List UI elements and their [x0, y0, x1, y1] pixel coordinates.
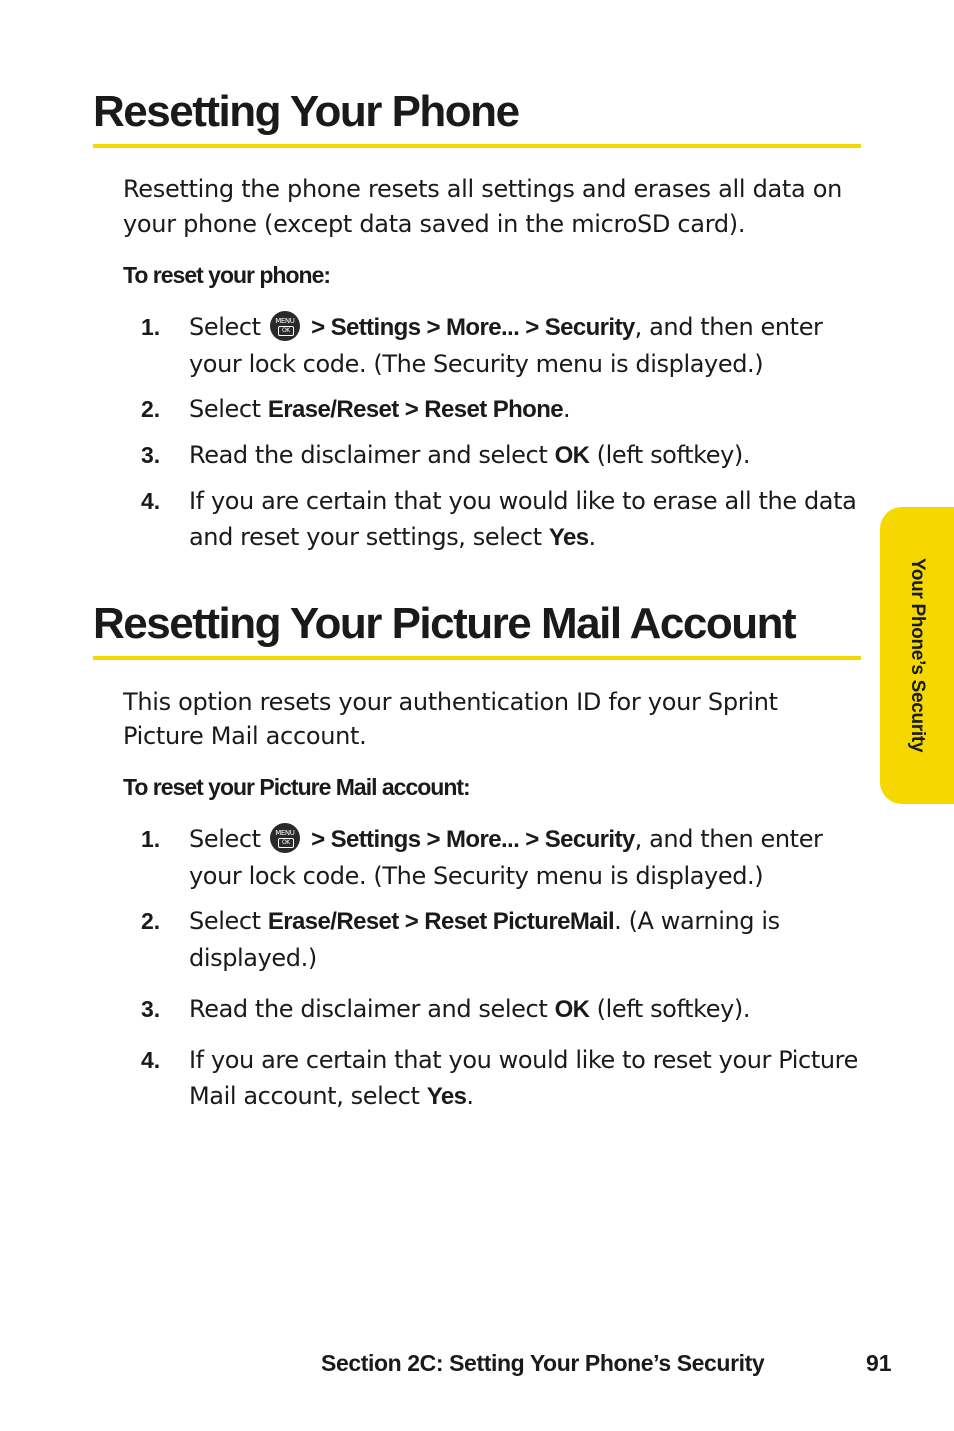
step-text: Select Erase/Reset > Reset PictureMail. (A warning is displayed.)	[189, 907, 780, 972]
step-number: 1.	[141, 314, 161, 340]
step-number: 4.	[141, 1047, 161, 1073]
step-number: 3.	[141, 442, 161, 468]
step-text: Select Erase/Reset > Reset Phone.	[189, 395, 571, 423]
title-underline	[93, 144, 861, 148]
step-text: Select MENU OK > Settings > More... > Security, and then enter your lock code. (The Security menu is displayed.)	[189, 313, 823, 378]
procedure-heading: To reset your Picture Mail account:	[123, 774, 470, 800]
menu-ok-key-icon: MENU OK	[270, 311, 300, 341]
side-tab-label: Your Phone’s Security	[907, 557, 928, 753]
procedure-heading: To reset your phone:	[123, 262, 331, 288]
step-number: 2.	[141, 908, 161, 934]
step-number: 3.	[141, 996, 161, 1022]
section-title-resetting-picture-mail: Resetting Your Picture Mail Account	[93, 599, 796, 648]
step-number: 4.	[141, 488, 161, 514]
menu-ok-key-icon: MENU OK	[270, 823, 300, 853]
step-text: Select MENU OK > Settings > More... > Security, and then enter your lock code. (The Security menu is displayed.)	[189, 825, 823, 890]
step-number: 2.	[141, 396, 161, 422]
step-text: Read the disclaimer and select OK (left softkey).	[189, 441, 751, 469]
step-text: If you are certain that you would like to erase all the data and reset your settings, select Yes.	[189, 487, 857, 551]
title-underline	[93, 656, 861, 660]
step-text: Read the disclaimer and select OK (left softkey).	[189, 995, 751, 1023]
section-intro: Resetting the phone resets all settings and erases all data on your phone (except data saved in the microSD card).	[123, 175, 843, 238]
section-title-resetting-phone: Resetting Your Phone	[93, 87, 519, 136]
side-section-tab	[880, 507, 954, 804]
step-number: 1.	[141, 826, 161, 852]
footer-section-title: Section 2C: Setting Your Phone’s Security	[321, 1350, 765, 1376]
section-intro: This option resets your authentication ID for your Sprint Picture Mail account.	[123, 688, 778, 750]
page-number: 91	[866, 1350, 892, 1376]
step-text: If you are certain that you would like to reset your Picture Mail account, select Yes.	[189, 1046, 858, 1110]
